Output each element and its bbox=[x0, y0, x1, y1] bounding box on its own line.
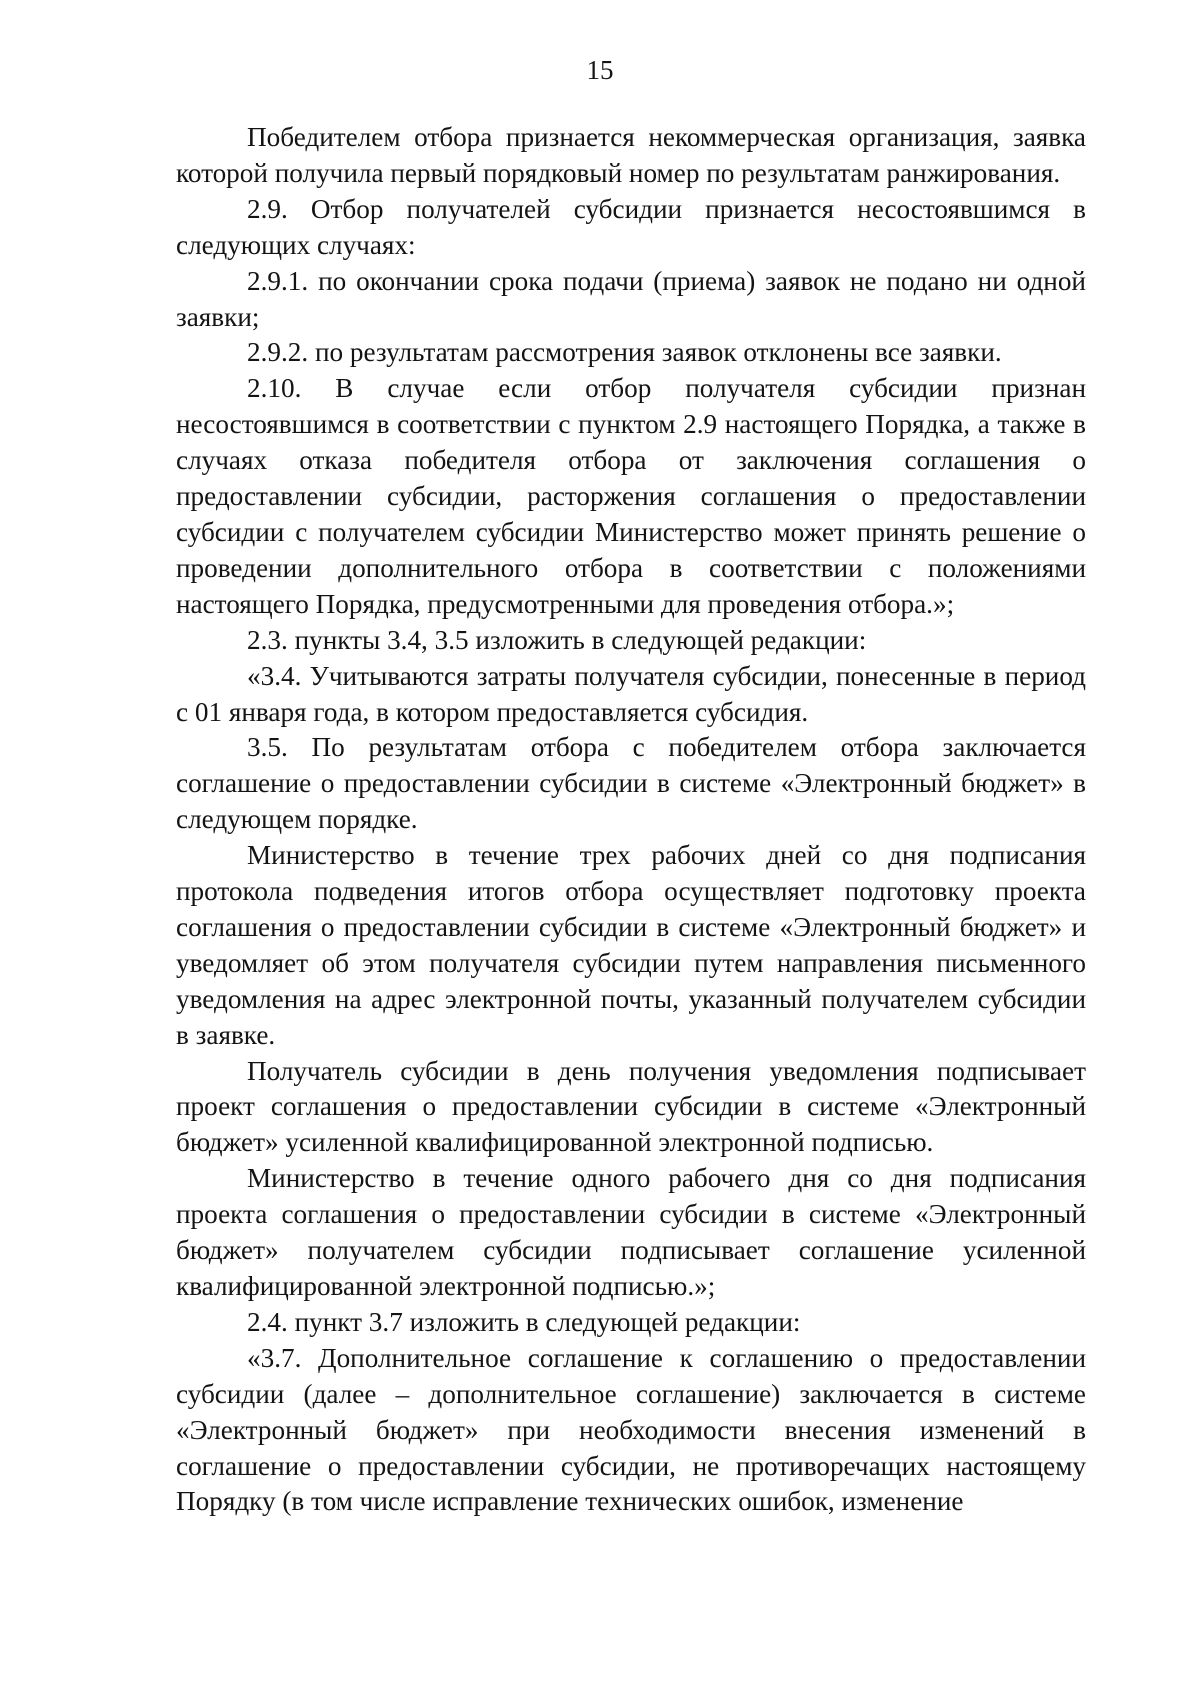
paragraph-ministry-prepares: Министерство в течение трех рабочих дней со дня подписания протокола подведения итогов отбора осуществляет подготовку проекта соглашения о предоставлении субсидии в системе «Электронный бюджет» и уведомляет об этом получателя субсидии путем направления письменного уведомления на адрес электронной почты, указанный получателем субсидии в заявке. bbox=[176, 840, 1086, 1050]
paragraph-recipient-signs: Получатель субсидии в день получения уведомления подписывает проект соглашения о предоставлении субсидии в системе «Электронный бюджет» усиленной квалифицированной электронной подписью. bbox=[176, 1055, 1086, 1158]
paragraph-2-3: 2.3. пункты 3.4, 3.5 изложить в следующей редакции: bbox=[247, 624, 867, 655]
paragraph-3-5: 3.5. По результатам отбора с победителем отбора заключается соглашение о предоставлении субсидии в системе «Электронный бюджет» в следующем порядке. bbox=[176, 732, 1086, 835]
paragraph-2-4: 2.4. пункт 3.7 изложить в следующей редакции: bbox=[247, 1306, 801, 1337]
document-body bbox=[176, 120, 1086, 1520]
paragraph-ministry-signs: Министерство в течение одного рабочего дня со дня подписания проекта соглашения о предоставлении субсидии в системе «Электронный бюджет» получателем субсидии подписывает соглашение усиленной квалифицированной электронной подписью.»; bbox=[176, 1163, 1086, 1301]
page-number: 15 bbox=[586, 55, 614, 85]
paragraph-3-7: «3.7. Дополнительное соглашение к соглашению о предоставлении субсидии (далее – дополнительное соглашение) заключается в системе «Электронный бюджет» при необходимости внесения изменений в соглашение о предоставлении субсидии, не противоречащих настоящему Порядку (в том числе исправление технических ошибок, изменение bbox=[176, 1342, 1086, 1517]
paragraph-winner: Победителем отбора признается некоммерческая организация, заявка которой получила первый порядковый номер по результатам ранжирования. bbox=[176, 122, 1086, 188]
paragraph-2-9: 2.9. Отбор получателей субсидии признается несостоявшимся в следующих случаях: bbox=[176, 193, 1086, 260]
paragraph-2-10: 2.10. В случае если отбор получателя субсидии признан несостоявшимся в соответствии с пунктом 2.9 настоящего Порядка, а также в случаях отказа победителя отбора от заключения соглашения о предоставлении субсидии, расторжения соглашения о предоставлении субсидии с получателем субсидии Министерство может принять решение о проведении дополнительного отбора в соответствии с положениями настоящего Порядка, предусмотренными для проведения отбора.»; bbox=[176, 373, 1086, 619]
paragraph-2-9-2: 2.9.2. по результатам рассмотрения заявок отклонены все заявки. bbox=[247, 337, 1002, 368]
paragraph-3-4: «3.4. Учитываются затраты получателя субсидии, понесенные в период с 01 января года, в котором предоставляется субсидия. bbox=[176, 660, 1086, 727]
paragraph-2-9-1: 2.9.1. по окончании срока подачи (приема) заявок не подано ни одной заявки; bbox=[176, 265, 1086, 332]
